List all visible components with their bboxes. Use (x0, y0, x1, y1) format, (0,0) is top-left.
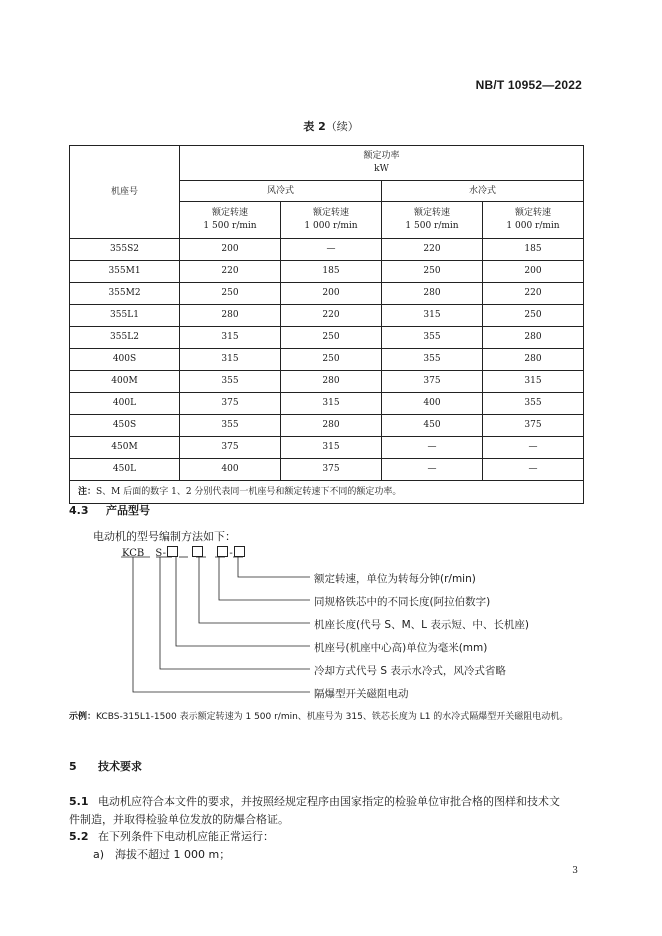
section-4-3-heading: 4.3 产品型号 (69, 504, 150, 517)
water-cooled-header: 水冷式 (382, 181, 584, 202)
frame-cell: 355M1 (70, 261, 180, 283)
power-cell: 315 (483, 371, 584, 393)
power-cell: 185 (483, 239, 584, 261)
label-rated-speed: 额定转速，单位为转每分钟(r/min) (314, 573, 476, 585)
power-cell: 220 (180, 261, 281, 283)
power-cell: 355 (382, 327, 483, 349)
standard-number: NB/T 10952—2022 (475, 78, 582, 92)
model-prefix: KCB (122, 548, 145, 559)
air-cooled-header: 风冷式 (180, 181, 382, 202)
power-cell: 355 (180, 415, 281, 437)
page-number: 3 (572, 866, 578, 876)
list-item-a: a) 海拔不超过 1 000 m； (93, 848, 231, 861)
power-cell: 315 (281, 393, 382, 415)
frame-cell: 355L1 (70, 305, 180, 327)
example-note (69, 708, 583, 726)
speed-header: 额定转速 1 500 r/min (382, 202, 483, 239)
power-cell: — (483, 437, 584, 459)
power-cell: 250 (281, 349, 382, 371)
table-caption-number: 表 2 (303, 120, 326, 133)
power-cell: — (281, 239, 382, 261)
power-cell: 200 (281, 283, 382, 305)
power-cell: 375 (180, 393, 281, 415)
power-cell: 280 (281, 371, 382, 393)
power-cell: — (483, 459, 584, 481)
example-text: KCBS-315L1-1500 表示额定转速为 1 500 r/min、机座号为 315、铁芯长度为 L1 的水冷式隔爆型开关磁阻电动机。 (96, 712, 569, 722)
power-cell: 355 (180, 371, 281, 393)
label-frame-number: 机座号(机座中心高)单位为毫米(mm) (314, 642, 488, 654)
model-code: KCB S- - (122, 546, 246, 559)
power-cell: 250 (281, 327, 382, 349)
power-cell: 375 (382, 371, 483, 393)
power-cell: 375 (180, 437, 281, 459)
frame-cell: 355M2 (70, 283, 180, 305)
rated-power-title: 额定功率 (363, 151, 400, 161)
model-intro: 电动机的型号编制方法如下： (93, 530, 236, 543)
example-label: 示例： (69, 712, 97, 722)
label-frame-length: 机座长度(代号 S、M、L 表示短、中、长机座) (314, 619, 529, 631)
rated-power-unit: kW (374, 164, 389, 174)
power-cell: 375 (483, 415, 584, 437)
power-cell: 280 (281, 415, 382, 437)
speed-header: 额定转速 1 000 r/min (483, 202, 584, 239)
power-cell: 200 (483, 261, 584, 283)
power-cell: 315 (281, 437, 382, 459)
power-cell: 200 (180, 239, 281, 261)
power-cell: 400 (382, 393, 483, 415)
speed-header: 额定转速 1 000 r/min (281, 202, 382, 239)
power-cell: 280 (180, 305, 281, 327)
power-cell: 280 (483, 349, 584, 371)
section-5-heading: 5 技术要求 (69, 760, 142, 773)
speed-header: 额定转速 1 500 r/min (180, 202, 281, 239)
frame-cell: 400M (70, 371, 180, 393)
power-cell: 315 (180, 327, 281, 349)
power-cell: 220 (483, 283, 584, 305)
power-cell: 355 (382, 349, 483, 371)
frame-cell: 450S (70, 415, 180, 437)
clause-5-2: 5.2 在下列条件下电动机应能正常运行： (69, 830, 274, 843)
frame-cell: 400L (70, 393, 180, 415)
frame-cell: 450L (70, 459, 180, 481)
power-cell: — (382, 459, 483, 481)
power-cell: 400 (180, 459, 281, 481)
power-cell: 315 (382, 305, 483, 327)
power-cell: 450 (382, 415, 483, 437)
frame-cell: 355S2 (70, 239, 180, 261)
power-cell: 220 (382, 239, 483, 261)
frame-header: 机座号 (70, 146, 180, 239)
power-cell: 355 (483, 393, 584, 415)
power-cell: 250 (483, 305, 584, 327)
power-cell: 315 (180, 349, 281, 371)
clause-5-1: 5.1 电动机应符合本文件的要求，并按照经规定程序由国家指定的检验单位审批合格的图样和技术文 件制造，并取得检验单位发放的防爆合格证。 (69, 795, 560, 826)
power-cell: 185 (281, 261, 382, 283)
power-cell: — (382, 437, 483, 459)
frame-cell: 450M (70, 437, 180, 459)
label-core-length: 同规格铁芯中的不同长度(阿拉伯数字) (314, 596, 491, 608)
power-cell: 250 (180, 283, 281, 305)
power-cell: 375 (281, 459, 382, 481)
power-cell: 250 (382, 261, 483, 283)
label-cooling: 冷却方式代号 S 表示水冷式，风冷式省略 (314, 665, 506, 677)
power-cell: 280 (483, 327, 584, 349)
frame-cell: 355L2 (70, 327, 180, 349)
table-caption-continued: （续） (325, 120, 359, 133)
table-note: 注：S、M 后面的数字 1、2 分别代表同一机座号和额定转速下不同的额定功率。 (70, 481, 584, 504)
frame-cell: 400S (70, 349, 180, 371)
power-cell: 220 (281, 305, 382, 327)
label-motor-type: 隔爆型开关磁阻电动 (314, 688, 409, 700)
power-cell: 280 (382, 283, 483, 305)
